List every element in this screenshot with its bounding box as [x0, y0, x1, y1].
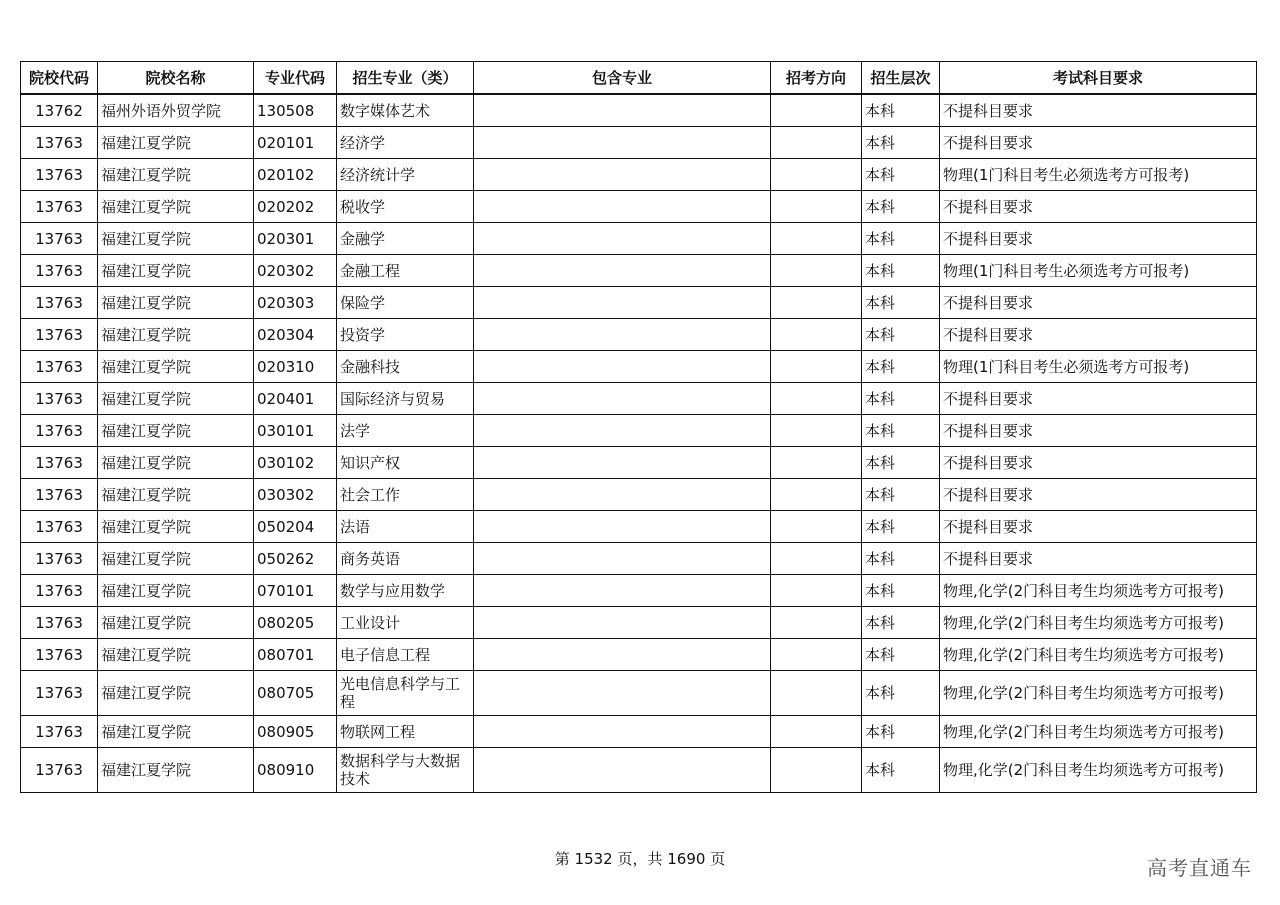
cell-school-name: 福建江夏学院: [98, 191, 254, 223]
cell-included-majors: [474, 351, 771, 383]
cell-school-code: 13763: [21, 716, 98, 748]
cell-direction: [771, 351, 862, 383]
cell-major: 数字媒体艺术: [337, 94, 474, 127]
cell-direction: [771, 447, 862, 479]
cell-school-code: 13763: [21, 127, 98, 159]
cell-major: 保险学: [337, 287, 474, 319]
cell-included-majors: [474, 748, 771, 793]
cell-school-name: 福建江夏学院: [98, 716, 254, 748]
cell-school-code: 13763: [21, 479, 98, 511]
cell-school-name: 福建江夏学院: [98, 748, 254, 793]
cell-included-majors: [474, 575, 771, 607]
cell-major: 光电信息科学与工程: [337, 671, 474, 716]
cell-major-code: 020301: [254, 223, 337, 255]
cell-school-code: 13763: [21, 748, 98, 793]
cell-direction: [771, 94, 862, 127]
cell-subject-requirement: 物理,化学(2门科目考生均须选考方可报考): [940, 748, 1257, 793]
cell-level: 本科: [862, 479, 940, 511]
cell-major-code: 020202: [254, 191, 337, 223]
cell-major: 社会工作: [337, 479, 474, 511]
table-row: [21, 671, 1257, 716]
cell-school-code: 13763: [21, 447, 98, 479]
cell-major-code: 020101: [254, 127, 337, 159]
table-row: [21, 287, 1257, 319]
cell-subject-requirement: 不提科目要求: [940, 127, 1257, 159]
cell-direction: [771, 223, 862, 255]
cell-major-code: 020303: [254, 287, 337, 319]
cell-subject-requirement: 不提科目要求: [940, 94, 1257, 127]
cell-level: 本科: [862, 671, 940, 716]
cell-included-majors: [474, 383, 771, 415]
cell-level: 本科: [862, 383, 940, 415]
cell-major-code: 050204: [254, 511, 337, 543]
cell-school-code: 13763: [21, 639, 98, 671]
cell-major-code: 080905: [254, 716, 337, 748]
cell-school-name: 福建江夏学院: [98, 287, 254, 319]
cell-subject-requirement: 物理(1门科目考生必须选考方可报考): [940, 351, 1257, 383]
table-row: [21, 716, 1257, 748]
cell-school-code: 13763: [21, 319, 98, 351]
table-row: [21, 479, 1257, 511]
cell-major-code: 030302: [254, 479, 337, 511]
cell-school-name: 福建江夏学院: [98, 319, 254, 351]
cell-subject-requirement: 物理,化学(2门科目考生均须选考方可报考): [940, 575, 1257, 607]
cell-major-code: 080205: [254, 607, 337, 639]
cell-subject-requirement: 物理(1门科目考生必须选考方可报考): [940, 255, 1257, 287]
cell-subject-requirement: 不提科目要求: [940, 383, 1257, 415]
cell-direction: [771, 607, 862, 639]
cell-school-code: 13763: [21, 607, 98, 639]
cell-school-code: 13763: [21, 671, 98, 716]
cell-major-code: 080701: [254, 639, 337, 671]
cell-major: 法学: [337, 415, 474, 447]
cell-major: 物联网工程: [337, 716, 474, 748]
cell-major: 数学与应用数学: [337, 575, 474, 607]
cell-included-majors: [474, 607, 771, 639]
cell-level: 本科: [862, 447, 940, 479]
cell-level: 本科: [862, 748, 940, 793]
header-direction: 招考方向: [771, 62, 862, 95]
cell-major-code: 020304: [254, 319, 337, 351]
cell-subject-requirement: 不提科目要求: [940, 511, 1257, 543]
watermark-text: 高考直通车: [1147, 856, 1252, 880]
cell-subject-requirement: 物理,化学(2门科目考生均须选考方可报考): [940, 639, 1257, 671]
table-row: [21, 159, 1257, 191]
cell-included-majors: [474, 639, 771, 671]
cell-level: 本科: [862, 415, 940, 447]
table-row: [21, 94, 1257, 127]
cell-level: 本科: [862, 543, 940, 575]
cell-direction: [771, 383, 862, 415]
cell-subject-requirement: 物理,化学(2门科目考生均须选考方可报考): [940, 607, 1257, 639]
cell-school-code: 13762: [21, 94, 98, 127]
cell-level: 本科: [862, 94, 940, 127]
cell-major: 经济学: [337, 127, 474, 159]
cell-level: 本科: [862, 716, 940, 748]
header-subject-requirement: 考试科目要求: [940, 62, 1257, 95]
cell-direction: [771, 748, 862, 793]
cell-major-code: 070101: [254, 575, 337, 607]
cell-school-name: 福建江夏学院: [98, 575, 254, 607]
cell-school-code: 13763: [21, 575, 98, 607]
cell-direction: [771, 255, 862, 287]
cell-major-code: 080705: [254, 671, 337, 716]
cell-direction: [771, 287, 862, 319]
cell-level: 本科: [862, 255, 940, 287]
cell-level: 本科: [862, 319, 940, 351]
table-row: [21, 255, 1257, 287]
cell-included-majors: [474, 447, 771, 479]
header-level: 招生层次: [862, 62, 940, 95]
cell-school-name: 福建江夏学院: [98, 223, 254, 255]
cell-school-code: 13763: [21, 287, 98, 319]
cell-subject-requirement: 不提科目要求: [940, 543, 1257, 575]
cell-school-name: 福建江夏学院: [98, 415, 254, 447]
cell-school-name: 福建江夏学院: [98, 447, 254, 479]
cell-major: 金融学: [337, 223, 474, 255]
table-row: [21, 639, 1257, 671]
cell-school-code: 13763: [21, 255, 98, 287]
cell-direction: [771, 479, 862, 511]
cell-major-code: 030102: [254, 447, 337, 479]
cell-major: 电子信息工程: [337, 639, 474, 671]
cell-major: 工业设计: [337, 607, 474, 639]
cell-subject-requirement: 不提科目要求: [940, 319, 1257, 351]
cell-direction: [771, 671, 862, 716]
table-body: [21, 94, 1257, 793]
cell-direction: [771, 319, 862, 351]
cell-subject-requirement: 不提科目要求: [940, 223, 1257, 255]
cell-school-name: 福建江夏学院: [98, 543, 254, 575]
table-row: [21, 415, 1257, 447]
cell-level: 本科: [862, 607, 940, 639]
cell-direction: [771, 543, 862, 575]
cell-direction: [771, 716, 862, 748]
cell-school-name: 福建江夏学院: [98, 479, 254, 511]
cell-level: 本科: [862, 639, 940, 671]
page-number-footer: 第 1532 页，共 1690 页: [554, 850, 726, 868]
cell-included-majors: [474, 191, 771, 223]
table-header-row: [21, 62, 1257, 95]
cell-direction: [771, 191, 862, 223]
cell-major-code: 080910: [254, 748, 337, 793]
table-row: [21, 511, 1257, 543]
cell-included-majors: [474, 127, 771, 159]
cell-school-code: 13763: [21, 511, 98, 543]
cell-major-code: 020302: [254, 255, 337, 287]
table-row: [21, 748, 1257, 793]
header-school-name: 院校名称: [98, 62, 254, 95]
cell-major: 数据科学与大数据技术: [337, 748, 474, 793]
cell-school-code: 13763: [21, 159, 98, 191]
cell-included-majors: [474, 716, 771, 748]
cell-included-majors: [474, 319, 771, 351]
cell-school-name: 福建江夏学院: [98, 255, 254, 287]
cell-school-name: 福州外语外贸学院: [98, 94, 254, 127]
cell-school-name: 福建江夏学院: [98, 351, 254, 383]
cell-school-name: 福建江夏学院: [98, 511, 254, 543]
cell-school-name: 福建江夏学院: [98, 127, 254, 159]
cell-level: 本科: [862, 351, 940, 383]
cell-school-code: 13763: [21, 383, 98, 415]
table-row: [21, 447, 1257, 479]
cell-major-code: 020401: [254, 383, 337, 415]
cell-level: 本科: [862, 511, 940, 543]
table-row: [21, 575, 1257, 607]
cell-level: 本科: [862, 159, 940, 191]
cell-major-code: 050262: [254, 543, 337, 575]
table-row: [21, 191, 1257, 223]
cell-major: 金融工程: [337, 255, 474, 287]
cell-major-code: 020310: [254, 351, 337, 383]
table-row: [21, 383, 1257, 415]
cell-major: 商务英语: [337, 543, 474, 575]
cell-major: 投资学: [337, 319, 474, 351]
admissions-table-container: [20, 61, 1256, 793]
cell-major: 国际经济与贸易: [337, 383, 474, 415]
cell-included-majors: [474, 255, 771, 287]
cell-direction: [771, 159, 862, 191]
cell-school-code: 13763: [21, 191, 98, 223]
cell-major: 知识产权: [337, 447, 474, 479]
header-major: 招生专业（类）: [337, 62, 474, 95]
cell-direction: [771, 415, 862, 447]
table-row: [21, 223, 1257, 255]
cell-major: 税收学: [337, 191, 474, 223]
cell-major: 法语: [337, 511, 474, 543]
cell-subject-requirement: 物理,化学(2门科目考生均须选考方可报考): [940, 671, 1257, 716]
cell-school-name: 福建江夏学院: [98, 607, 254, 639]
cell-major-code: 130508: [254, 94, 337, 127]
cell-school-code: 13763: [21, 223, 98, 255]
cell-included-majors: [474, 511, 771, 543]
cell-direction: [771, 575, 862, 607]
cell-school-name: 福建江夏学院: [98, 671, 254, 716]
table-row: [21, 127, 1257, 159]
cell-school-code: 13763: [21, 351, 98, 383]
header-school-code: 院校代码: [21, 62, 98, 95]
cell-major-code: 020102: [254, 159, 337, 191]
cell-included-majors: [474, 671, 771, 716]
cell-level: 本科: [862, 223, 940, 255]
cell-school-code: 13763: [21, 415, 98, 447]
cell-direction: [771, 127, 862, 159]
cell-subject-requirement: 不提科目要求: [940, 479, 1257, 511]
cell-level: 本科: [862, 575, 940, 607]
cell-school-name: 福建江夏学院: [98, 383, 254, 415]
cell-level: 本科: [862, 191, 940, 223]
cell-included-majors: [474, 159, 771, 191]
cell-included-majors: [474, 287, 771, 319]
cell-included-majors: [474, 223, 771, 255]
cell-subject-requirement: 不提科目要求: [940, 415, 1257, 447]
table-row: [21, 351, 1257, 383]
cell-subject-requirement: 物理,化学(2门科目考生均须选考方可报考): [940, 716, 1257, 748]
cell-included-majors: [474, 94, 771, 127]
cell-subject-requirement: 不提科目要求: [940, 447, 1257, 479]
cell-level: 本科: [862, 127, 940, 159]
cell-major-code: 030101: [254, 415, 337, 447]
admissions-table: [20, 61, 1257, 793]
table-row: [21, 319, 1257, 351]
cell-major: 经济统计学: [337, 159, 474, 191]
cell-direction: [771, 511, 862, 543]
cell-subject-requirement: 物理(1门科目考生必须选考方可报考): [940, 159, 1257, 191]
table-row: [21, 607, 1257, 639]
cell-included-majors: [474, 415, 771, 447]
cell-included-majors: [474, 479, 771, 511]
cell-subject-requirement: 不提科目要求: [940, 191, 1257, 223]
cell-subject-requirement: 不提科目要求: [940, 287, 1257, 319]
cell-major: 金融科技: [337, 351, 474, 383]
cell-level: 本科: [862, 287, 940, 319]
header-included-majors: 包含专业: [474, 62, 771, 95]
cell-included-majors: [474, 543, 771, 575]
cell-direction: [771, 639, 862, 671]
cell-school-name: 福建江夏学院: [98, 159, 254, 191]
cell-school-name: 福建江夏学院: [98, 639, 254, 671]
header-major-code: 专业代码: [254, 62, 337, 95]
table-row: [21, 543, 1257, 575]
cell-school-code: 13763: [21, 543, 98, 575]
